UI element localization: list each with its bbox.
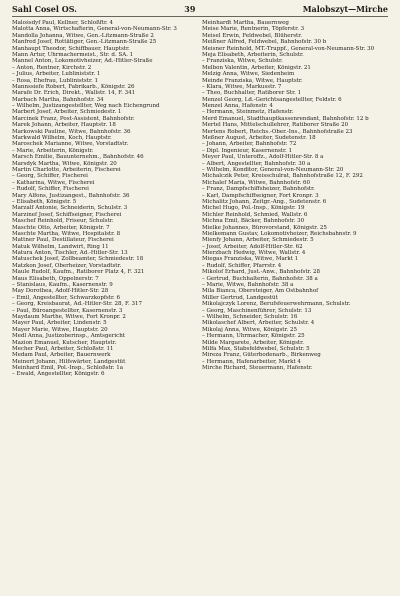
directory-entry: Maule Rudolf, Kaufm., Ratiborer Platz 4, F. 321	[12, 269, 145, 276]
directory-entry: Michalef Maria, Witwe, Bahnhofstr. 60	[202, 179, 310, 186]
directory-entry: – Anton, Rentner, Kirchstr. 2	[12, 64, 92, 71]
directory-entry: May Dorothea, Adolf-Hitler-Str. 28	[12, 288, 109, 295]
directory-entry: Maschte Otto, Arbeiter, Königstr. 7	[12, 224, 110, 231]
directory-entry: – Franziska, Witwe, Schulstr.	[202, 58, 283, 65]
directory-entry: Mielkemann Gustav, Lokomotivheizer, Reichsbahnstr. 9	[202, 230, 357, 237]
directory-entry: – Marie, Arbeiterin, Königstr.	[12, 147, 94, 154]
right-column	[202, 20, 388, 378]
directory-entry: Menzel Georg, Ld.-Gerichtsangestellter, Feldstr. 6	[202, 96, 342, 103]
directory-entry: – Paul, Büroangestellter, Kasernenstr. 3	[12, 307, 123, 314]
directory-entry: Michalitz Johann, Zeitgr.-Ang., Sudetenstr. 6	[202, 198, 327, 205]
directory-entry: Meinde Franziska, Witwe, Hauptstr.	[202, 77, 303, 84]
directory-entry: Marafe Dr. Erich, Direkt., Wallstr. 14, F. 341	[12, 90, 136, 97]
directory-entry: Mattner Paul, Destillateur, Fischerei	[12, 237, 114, 244]
directory-entry: Maydaum Marthe, Witwe, Fort Kronpr. 2	[12, 313, 126, 320]
directory-columns	[12, 20, 388, 378]
directory-entry: Maus Elisabeth, Oppelnerstr. 7	[12, 275, 99, 282]
directory-entry: Marzalf Antonie, Schneiderin, Schulstr. 3	[12, 205, 128, 212]
directory-entry: – Marie, Witwe, Bahnhofstr. 38 a	[202, 282, 294, 289]
directory-entry: – Rudolf, Schiffer, Fischerei	[12, 186, 89, 193]
directory-entry: Michel Hugo, Pol.-Insp., Königstr. 19	[202, 205, 305, 212]
directory-entry: Merd Emanuel, Stadthauptkassenrendant, Bahnhofstr. 12 b	[202, 115, 369, 122]
directory-entry: Miegas Franziska, Witwe, Markt 1	[202, 256, 299, 263]
directory-entry: Markowski Pauline, Witwe, Bahnhofstr. 36	[12, 128, 131, 135]
directory-entry: Michna Emil, Bäcker, Bahnhofstr. 30	[202, 218, 305, 225]
left-column	[12, 20, 198, 378]
directory-entry: Matuschek Josef, Zollbeamter, Schmiedestr. 18	[12, 256, 144, 263]
directory-entry: Mandolla Johanna, Witwe, Gen.-Litzmann-Straße 2	[12, 32, 154, 39]
directory-entry: Mierzbach Hedwig, Witwe, Wallstr. 4	[202, 250, 306, 257]
directory-entry: – Stanislaus, Kaufm., Kasernenstr. 9	[12, 282, 113, 289]
directory-entry: Mienfy Johann, Arbeiter, Schmiedestr. 5	[202, 237, 314, 244]
directory-entry: Markwald Wilhelm, Koch, Hauptstr.	[12, 135, 112, 142]
directory-entry: Meißner Alfred, Feldwebel, Bahnhofstr. 30 b	[202, 39, 327, 46]
directory-entry: Marcinek Franz, Post-Assistent, Bahnhofstr.	[12, 115, 135, 122]
directory-entry: Mannssiefe Robert, Fabrikarb., Königstr. 26	[12, 83, 135, 90]
directory-entry: Mann Artur, Uhrmachermeist., Str. d. SA. 1	[12, 51, 134, 58]
directory-entry: – Gertrud, Buchhalterin, Bahnhofstr. 38 a	[202, 275, 318, 282]
directory-entry: – Karl, Dampfschiffseigner, Fort Kronpr. 3	[202, 192, 319, 199]
directory-entry: Meinhard Emil, Pol.-Insp., Schloßstr. 1a	[12, 365, 124, 372]
header-right: Malobszyt—Mirche	[302, 4, 388, 14]
directory-entry: Matuk Wilhelm, Landwirt, Ring 11	[12, 243, 109, 250]
directory-entry: – Wilhelm, Justizangestellter, Weg nach Eichengrund	[12, 103, 160, 110]
directory-entry: – Katharina, Witwe, Fischerei	[12, 179, 95, 186]
directory-entry: Mila Bianca, Obersteiger, Am Ostbahnhof	[202, 288, 319, 295]
directory-entry: Maschef Reinhold, Friseur, Schulstr.	[12, 218, 114, 225]
directory-entry: Miller Gertrud, Landgestüt	[202, 294, 278, 301]
directory-entry: Melzig Anna, Witwe, Siedenheim	[202, 71, 295, 78]
directory-entry: Mikolof Erhard, Just.-Anw., Bahnhofstr. 28	[202, 269, 321, 276]
page-number: 39	[184, 4, 196, 14]
directory-entry: – Wilhelm, Schneider, Schulstr. 16	[202, 313, 298, 320]
directory-entry: Maschte Martha, Witwe, Hospitalstr. 8	[12, 230, 121, 237]
directory-entry: Menzel Anna, Hafenstr. 4	[202, 103, 273, 110]
directory-entry: – Klara, Witwe, Markusstr. 7	[202, 83, 282, 90]
directory-entry: Marbert Josef, Arbeiter, Schmiedestr. 1	[12, 109, 122, 116]
directory-entry: Mikolaj Anna, Witwe, Königstr. 25	[202, 326, 297, 333]
directory-entry: Marsch Emilie, Bauunternehm., Bahnhofstr. 46	[12, 154, 144, 161]
directory-entry: Meisel Erwin, Feldwebel, Blüherstr.	[202, 32, 302, 39]
directory-entry: Mertens Robert, Reichs.-Ober.-Ins., Bahnhofstraße 23	[202, 128, 353, 135]
directory-entry: Michler Reinhold, Schmied, Wallstr. 6	[202, 211, 308, 218]
directory-entry: Meisner Reinhold, MT.-Truppf., General-von-Neumann-Str. 30	[202, 45, 375, 52]
directory-entry: Manhaupt Theodor, Schiffbauer, Hauptstr.	[12, 45, 130, 52]
directory-entry: – Hermann, Steinmetz, Hafenstr.	[202, 109, 294, 116]
directory-entry: Milde Margarete, Arbeiter, Königstr.	[202, 339, 304, 346]
directory-entry: Meyer Paul, Unteroffz., Adolf-Hitler-Str. 8 a	[202, 154, 324, 161]
directory-entry: Michalczik Peter, Kreisschulrat, Bahnhofstraße 12, F. 292	[202, 173, 363, 180]
directory-entry: Marsdyk Martha, Witwe, Königstr. 20	[12, 160, 117, 167]
directory-entry: Martin Charlotte, Arbeiterin, Fischerei	[12, 166, 121, 173]
directory-entry: – Georg, Maschinenführer, Schulstr. 13	[202, 307, 312, 314]
directory-entry: Marzinef Josef, Schiffseigner, Fischerei	[12, 211, 122, 218]
directory-entry: Mazion Emanuel, Kutscher, Hauptstr.	[12, 339, 117, 346]
directory-entry: Mecher Paul, Arbeiter, Schloßstr. 11	[12, 345, 114, 352]
directory-entry: – Josef, Arbeiter, Adolf-Hitler-Str. 62	[202, 243, 303, 250]
directory-entry: Milfa Max, Stabsfeldwebel, Schulstr. 5	[202, 345, 310, 352]
directory-entry: Marbach Martha, Bahnhofstr. 34	[12, 96, 104, 103]
directory-entry: Mayer Paul, Arbeiter, Lindenstr. 5	[12, 320, 107, 327]
directory-entry: Matzkon Josef, Oberheizer, Vorstadtstr.	[12, 262, 122, 269]
directory-entry: Mikolaschef Albert, Arbeiter, Schulstr. 4	[202, 320, 315, 327]
directory-entry: Mielke Johannes, Bürovorstand, Königstr. 25	[202, 224, 327, 231]
directory-entry: – Georg, Kreisbaurat, Ad.-Hitler-Str. 28, F. 317	[12, 301, 142, 308]
directory-entry: Melbon Valentin, Arbeiter, Königstr. 21	[202, 64, 311, 71]
directory-entry: Meise Marie, Rentnerin, Töpferstr. 3	[202, 26, 305, 33]
directory-entry: – Rudolf, Schiffer, Pfarrstr. 4	[202, 262, 282, 269]
directory-entry: – Ewald, Angestellter, Königstr. 6	[12, 371, 105, 378]
directory-entry: Medam Paul, Arbeiter, Bauernwerk	[12, 352, 111, 359]
directory-entry: Mertel Hans, Mittelschullehrer, Ratiborer Straße 20	[202, 122, 349, 129]
directory-entry: Meinhardt Martha, Bauernweg	[202, 20, 289, 26]
directory-entry: – Rosa, Ehefrau, Lubliniststr. 1	[12, 77, 98, 84]
directory-entry: Mary Alfons, Justizangest., Bahnhofstr. 36	[12, 192, 130, 199]
directory-entry: Manfred Josef, Rottätiger, Gen.-Litzmann-Straße 25	[12, 39, 157, 46]
directory-entry: Mikolajczyk Lorenz, Berufsfeuerwehrmann, Schulstr.	[202, 301, 351, 308]
directory-entry: – Hermann, Uhrmacher, Königstr. 25	[202, 333, 305, 340]
directory-entry: – Emil, Angestellter, Schwarzkopfstr. 6	[12, 294, 120, 301]
directory-entry: – Dipl. Ingenieur, Kasernenstr. 1	[202, 147, 293, 154]
directory-entry: Malošsdyf Paul, Kellner, Schloßftr. 4	[12, 20, 114, 26]
directory-entry: Mayer Marie, Witwe, Hauptstr. 20	[12, 326, 108, 333]
directory-entry: – Franz, Dampfschiffsheizer, Bahnhofstr.	[202, 186, 315, 193]
directory-entry: Medl Anna, Justizoberinsp., Amtsgericht	[12, 333, 126, 340]
directory-entry: Malotta Anna, Wirtschafterin, General-von-Neumann-Str. 3	[12, 26, 177, 33]
directory-entry: Marek Johann, Arbeiter, Hauptstr. 18	[12, 122, 116, 129]
directory-entry: – Wilhelm, Konditor, General-von-Neumann-Str. 20	[202, 166, 344, 173]
directory-entry: Matura Anton, Tischler, Ad.-Hitler-Str. 13	[12, 250, 128, 257]
directory-entry: – Julius, Arbeiter, Lubliniststr. 1	[12, 71, 101, 78]
directory-entry: – Albert, Angestellter, Bahnhofstr. 30 a	[202, 160, 311, 167]
directory-entry: – Johann, Arbeiter, Bahnhofstr. 72	[202, 141, 297, 148]
directory-entry: Meja Elisabeth, Arbeiterin, Schulstr.	[202, 51, 304, 58]
page-header	[12, 4, 388, 17]
directory-entry: Meßner August, Arbeiter, Sudetenstr. 18	[202, 135, 316, 142]
directory-entry: – Theo, Buchhalter, Ratiborer Str. 1	[202, 90, 302, 97]
directory-entry: Meinert Johann, Hilfswärter, Landgestüt	[12, 358, 126, 365]
directory-entry: Mireza Franz, Güterbodenarb., Birkenweg	[202, 352, 321, 359]
directory-entry: Mirche Richard, Steuermann, Hafenstr.	[202, 365, 313, 372]
directory-entry: – Georg, Schiffer, Fischerei	[12, 173, 88, 180]
directory-entry: Mannel Anton, Lokomotivheizer, Ad.-Hitler-Straße	[12, 58, 153, 65]
directory-entry: – Elisabeth, Königstr. 5	[12, 198, 77, 205]
header-left: Sahl Cosel OS.	[12, 4, 77, 14]
directory-entry: Maroschek Marianne, Witwe, Vorstadtstr.	[12, 141, 129, 148]
directory-entry: – Hermann, Hafenarbeiter, Markt 4	[202, 358, 301, 365]
